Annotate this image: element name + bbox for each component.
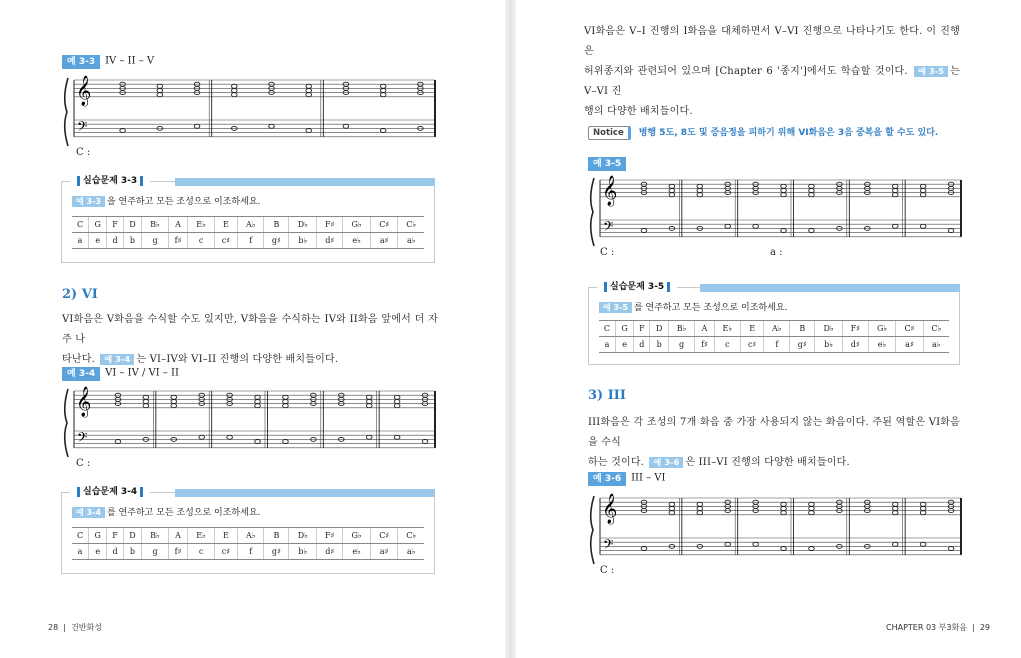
note-head: [809, 547, 815, 551]
note-head: [920, 193, 926, 197]
note-head: [366, 404, 372, 408]
note-head: [892, 507, 898, 511]
key-cell: A♭: [764, 321, 790, 337]
key-cell: c: [188, 544, 214, 560]
key-row-major: [72, 528, 424, 544]
note-head: [809, 184, 815, 188]
note-head: [781, 184, 787, 188]
note-head: [422, 440, 428, 444]
key-cell: g: [668, 337, 694, 353]
note-head: [227, 435, 233, 439]
note-head: [366, 400, 372, 404]
note-head: [892, 511, 898, 515]
example-3-4-score: [60, 383, 450, 463]
key-row-minor: [72, 233, 424, 249]
exercise-header-bar: [700, 284, 960, 292]
note-head: [697, 189, 703, 193]
key-cell: c♯: [214, 544, 237, 560]
note-head: [920, 184, 926, 188]
note-head: [920, 189, 926, 193]
key-cell: d: [107, 544, 123, 560]
note-head: [283, 404, 289, 408]
paragraph-line: 행의 다양한 배치들이다.: [584, 106, 693, 117]
paragraph-line: III화음은 각 조성의 7개 화음 중 가장 사용되지 않는 화음이다. 주된 역할은 VI화음을 수식: [588, 417, 960, 448]
note-head: [809, 229, 815, 233]
paragraph: [584, 22, 960, 122]
key-label: C :: [600, 565, 615, 576]
key-cell: B♭: [668, 321, 694, 337]
brace-icon: [591, 496, 594, 564]
note-head: [697, 193, 703, 197]
key-cell: G♭: [868, 321, 896, 337]
example-3-5-header: [588, 157, 631, 171]
key-cell: g: [142, 544, 169, 560]
key-table: [599, 320, 949, 353]
note-head: [781, 507, 787, 511]
brace-icon: [591, 178, 594, 246]
note-head: [171, 400, 177, 404]
note-head: [892, 193, 898, 197]
example-tag: 예 3-3: [62, 55, 100, 69]
key-cell: c: [188, 233, 214, 249]
paragraph: [588, 413, 960, 473]
key-label: C :: [600, 247, 615, 258]
note-head: [920, 502, 926, 506]
paragraph: [62, 310, 438, 370]
note-head: [380, 84, 386, 88]
key-cell: f: [238, 233, 264, 249]
key-cell: d♯: [317, 544, 343, 560]
key-cell: e: [89, 233, 107, 249]
note-head: [343, 124, 349, 128]
note-head: [306, 89, 312, 93]
exercise-instruction: 예 3-3 을 연주하고 모든 조성으로 이조하세요.: [70, 194, 260, 207]
paragraph-line: VI화음은 V화음을 수식할 수도 있지만, V화음을 수식하는 IV와 II화음 앞에서 더 자주 나: [62, 314, 438, 345]
key-cell: A: [168, 528, 188, 544]
note-head: [143, 404, 149, 408]
exercise-3-4-box: [61, 487, 435, 574]
key-cell: d♯: [842, 337, 868, 353]
key-cell: E♭: [188, 217, 214, 233]
note-head: [171, 395, 177, 399]
key-cell: e♭: [868, 337, 896, 353]
key-cell: A♭: [238, 528, 264, 544]
key-cell: g: [142, 233, 169, 249]
note-head: [809, 507, 815, 511]
key-cell: E♭: [714, 321, 740, 337]
key-cell: e: [89, 544, 107, 560]
exercise-title: 실습문제 3-5: [597, 279, 677, 292]
note-head: [781, 502, 787, 506]
note-head: [725, 224, 731, 228]
note-head: [892, 502, 898, 506]
key-cell: f♯: [168, 233, 188, 249]
example-3-6-score: [586, 490, 976, 570]
exercise-header-bar: [175, 178, 435, 186]
key-cell: C: [599, 321, 615, 337]
key-cell: e♭: [343, 544, 371, 560]
key-cell: C: [72, 528, 89, 544]
note-head: [669, 507, 675, 511]
key-cell: D: [123, 217, 141, 233]
note-head: [781, 193, 787, 197]
note-head: [199, 435, 205, 439]
note-head: [920, 507, 926, 511]
paragraph-line: VI화음은 V–I 진행의 I화음을 대체하면서 V–VI 진행으로 나타나기도 한다. 이 진행은: [584, 26, 960, 57]
example-3-4-header: [62, 367, 179, 381]
page-footer: 28 | 건반화성: [48, 623, 102, 632]
key-cell: a♯: [371, 233, 398, 249]
exercise-title: 실습문제 3-4: [70, 484, 150, 497]
key-cell: b♭: [289, 233, 317, 249]
note-head: [194, 124, 200, 128]
key-row-major: [599, 321, 949, 337]
progression-label: VI – IV / VI – II: [105, 367, 179, 379]
key-cell: B♭: [142, 528, 169, 544]
key-row-minor: [599, 337, 949, 353]
key-cell: F: [107, 217, 123, 233]
bass-clef-icon: 𝄢: [77, 429, 88, 449]
key-cell: D♭: [289, 528, 317, 544]
key-cell: B♭: [142, 217, 169, 233]
note-head: [892, 189, 898, 193]
key-cell: F: [107, 528, 123, 544]
key-cell: b: [123, 544, 141, 560]
key-cell: G: [89, 217, 107, 233]
note-head: [283, 400, 289, 404]
note-head: [269, 124, 275, 128]
note-head: [157, 89, 163, 93]
progression-label: III – VI: [631, 472, 666, 484]
note-head: [641, 229, 647, 233]
key-cell: g♯: [264, 233, 289, 249]
bass-clef-icon: 𝄢: [77, 118, 88, 138]
key-cell: D♭: [289, 217, 317, 233]
key-cell: F♯: [317, 528, 343, 544]
note-head: [306, 84, 312, 88]
note-head: [255, 404, 261, 408]
key-cell: B: [264, 528, 289, 544]
key-cell: b: [650, 337, 668, 353]
bass-clef-icon: 𝄢: [603, 218, 614, 238]
note-head: [171, 404, 177, 408]
note-head: [809, 193, 815, 197]
page-footer: CHAPTER 03 부3화음 | 29: [886, 623, 991, 632]
key-cell: G♭: [343, 528, 371, 544]
key-cell: D: [123, 528, 141, 544]
key-cell: a♯: [896, 337, 923, 353]
note-head: [725, 542, 731, 546]
exercise-3-3-box: [61, 176, 435, 263]
right-page: [516, 0, 1021, 658]
key-cell: E: [214, 528, 237, 544]
inline-example-tag: 예 3-4: [100, 354, 134, 365]
key-cell: b♭: [815, 337, 843, 353]
key-cell: A♭: [238, 217, 264, 233]
note-head: [283, 440, 289, 444]
key-cell: a♭: [398, 233, 424, 249]
note-head: [669, 193, 675, 197]
key-cell: C♯: [896, 321, 923, 337]
note-head: [781, 547, 787, 551]
note-head: [231, 89, 237, 93]
key-cell: b♭: [289, 544, 317, 560]
treble-clef-icon: 𝄞: [602, 493, 618, 524]
note-head: [394, 435, 400, 439]
note-head: [753, 542, 759, 546]
note-head: [809, 511, 815, 515]
note-head: [669, 189, 675, 193]
key-cell: d: [107, 233, 123, 249]
note-head: [948, 229, 954, 233]
example-tag: 예 3-6: [588, 472, 626, 486]
exercise-header-bar: [175, 489, 435, 497]
note-head: [255, 400, 261, 404]
treble-clef-icon: 𝄞: [602, 175, 618, 206]
key-label: C :: [76, 458, 91, 469]
note-head: [669, 184, 675, 188]
example-tag: 예 3-5: [588, 157, 626, 171]
note-head: [781, 511, 787, 515]
key-cell: c♯: [741, 337, 764, 353]
notice-badge: Notice: [588, 126, 631, 140]
note-head: [669, 511, 675, 515]
paragraph-line: 허위종지와 관련되어 있으며 [Chapter 6 '종지']에서도 학습할 것이다. 예 3-5 는 V–VI 진: [584, 66, 960, 97]
note-head: [231, 84, 237, 88]
key-row-minor: [72, 544, 424, 560]
exercise-instruction: 예 3-4 를 연주하고 모든 조성으로 이조하세요.: [70, 505, 260, 518]
key-cell: C♭: [923, 321, 949, 337]
key-cell: e: [615, 337, 633, 353]
note-head: [366, 395, 372, 399]
key-cell: b: [123, 233, 141, 249]
note-head: [380, 89, 386, 93]
note-head: [115, 440, 121, 444]
treble-clef-icon: 𝄞: [76, 386, 92, 417]
note-head: [641, 547, 647, 551]
section-title: 3) III: [588, 388, 626, 403]
example-3-6-header: [588, 472, 665, 486]
section-title: 2) VI: [62, 287, 98, 302]
note-head: [394, 400, 400, 404]
inline-example-tag: 예 3-5: [914, 66, 948, 77]
note-head: [255, 395, 261, 399]
treble-clef-icon: 𝄞: [76, 75, 92, 106]
brace-icon: [65, 78, 68, 146]
key-cell: a♭: [398, 544, 424, 560]
note-head: [380, 129, 386, 133]
key-cell: C: [72, 217, 89, 233]
note-head: [306, 129, 312, 133]
note-head: [920, 542, 926, 546]
note-head: [380, 93, 386, 97]
note-head: [394, 395, 400, 399]
note-head: [781, 229, 787, 233]
key-label: a :: [770, 247, 783, 258]
key-cell: f: [764, 337, 790, 353]
key-cell: C♯: [371, 217, 398, 233]
bass-clef-icon: 𝄢: [603, 536, 614, 556]
inline-example-tag: 예 3-6: [649, 457, 683, 468]
key-cell: e♭: [343, 233, 371, 249]
note-head: [892, 184, 898, 188]
note-head: [306, 93, 312, 97]
key-cell: A: [695, 321, 714, 337]
note-head: [697, 511, 703, 515]
note-head: [697, 184, 703, 188]
note-head: [394, 404, 400, 408]
exercise-title: 실습문제 3-3: [70, 173, 150, 186]
key-cell: g♯: [264, 544, 289, 560]
note-head: [948, 547, 954, 551]
key-cell: G: [89, 528, 107, 544]
key-cell: C♭: [398, 528, 424, 544]
key-cell: f♯: [168, 544, 188, 560]
key-cell: F: [634, 321, 650, 337]
book-gutter: [505, 0, 516, 658]
key-cell: B: [264, 217, 289, 233]
left-page: [0, 0, 505, 658]
key-label: C :: [76, 147, 91, 158]
key-cell: c: [714, 337, 740, 353]
key-cell: f: [238, 544, 264, 560]
key-table: [72, 216, 424, 249]
key-cell: B: [790, 321, 815, 337]
paragraph-line: 하는 것이다. 예 3-6 은 III–VI 진행의 다양한 배치들이다.: [588, 457, 850, 468]
key-cell: G♭: [343, 217, 371, 233]
key-cell: d♯: [317, 233, 343, 249]
note-head: [120, 129, 126, 133]
note-head: [143, 395, 149, 399]
notice-text: 병행 5도, 8도 및 증음정을 피하기 위해 VI화음은 3음 중복을 할 수도 있다.: [638, 128, 939, 138]
key-cell: C♭: [398, 217, 424, 233]
key-cell: g♯: [790, 337, 815, 353]
key-cell: a♭: [923, 337, 949, 353]
note-head: [892, 224, 898, 228]
brace-icon: [65, 389, 68, 457]
note-head: [809, 502, 815, 506]
exercise-3-5-box: [588, 282, 960, 365]
note-head: [892, 542, 898, 546]
note-head: [157, 84, 163, 88]
key-cell: a: [72, 544, 89, 560]
key-cell: d: [634, 337, 650, 353]
key-cell: a♯: [371, 544, 398, 560]
note-head: [366, 435, 372, 439]
key-cell: F♯: [317, 217, 343, 233]
key-table: [72, 527, 424, 560]
key-cell: E: [214, 217, 237, 233]
note-head: [920, 511, 926, 515]
exercise-instruction: 예 3-5 를 연주하고 모든 조성으로 이조하세요.: [597, 300, 787, 313]
key-cell: D♭: [815, 321, 843, 337]
key-cell: a: [599, 337, 615, 353]
note-head: [231, 93, 237, 97]
key-cell: D: [650, 321, 668, 337]
key-cell: a: [72, 233, 89, 249]
note-head: [669, 502, 675, 506]
example-tag: 예 3-4: [62, 367, 100, 381]
key-cell: F♯: [842, 321, 868, 337]
note-head: [157, 93, 163, 97]
key-cell: E: [741, 321, 764, 337]
note-head: [920, 224, 926, 228]
key-row-major: [72, 217, 424, 233]
key-cell: C♯: [371, 528, 398, 544]
progression-label: IV – II – V: [105, 55, 155, 67]
key-cell: f♯: [695, 337, 714, 353]
note-head: [781, 189, 787, 193]
example-3-3-score: [60, 72, 450, 152]
note-head: [697, 502, 703, 506]
paragraph-line: 타난다. 예 3-4 는 VI–IV와 VI–II 진행의 다양한 배치들이다.: [62, 354, 339, 365]
key-cell: c♯: [214, 233, 237, 249]
note-head: [255, 440, 261, 444]
note-head: [283, 395, 289, 399]
note-head: [753, 224, 759, 228]
key-cell: E♭: [188, 528, 214, 544]
key-cell: G: [615, 321, 633, 337]
key-cell: A: [168, 217, 188, 233]
example-3-3-header: [62, 55, 154, 69]
note-head: [143, 400, 149, 404]
notice: [588, 125, 938, 140]
note-head: [809, 189, 815, 193]
note-head: [697, 507, 703, 511]
example-3-5-score: [586, 172, 976, 252]
